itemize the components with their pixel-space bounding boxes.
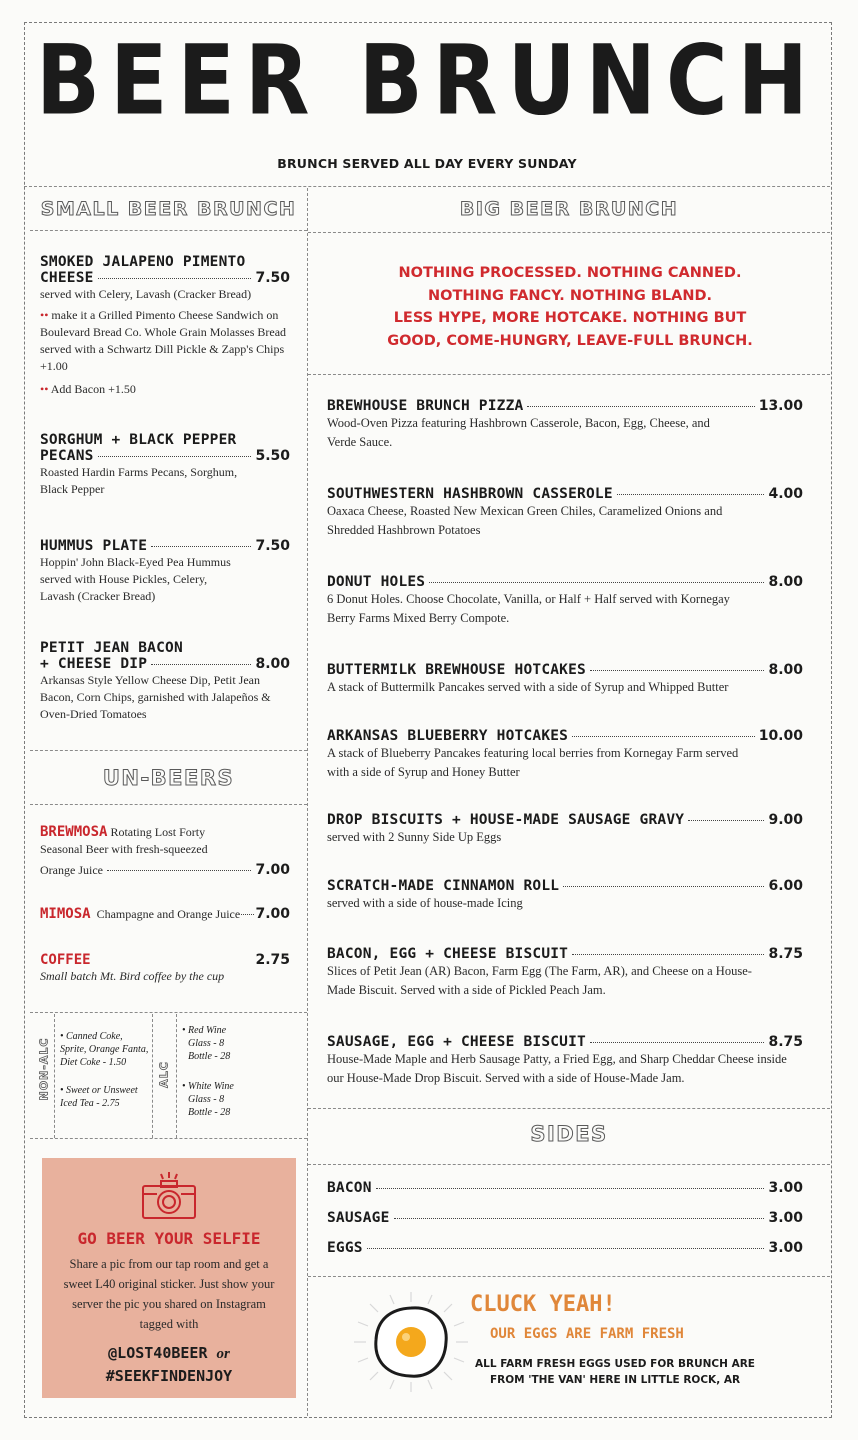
menu-item-casserole bbox=[327, 486, 803, 540]
drink-name: BREWMOSA bbox=[40, 824, 108, 840]
leader-dots bbox=[617, 494, 765, 495]
item-name: SMOKED JALAPENO PIMENTO bbox=[40, 254, 246, 270]
drink-description: Orange Juice bbox=[40, 863, 103, 877]
divider bbox=[308, 1108, 830, 1109]
item-name: SCRATCH-MADE CINNAMON ROLL bbox=[327, 878, 560, 894]
tagline-line: NOTHING PROCESSED. NOTHING CANNED. bbox=[398, 265, 742, 281]
wine-name: • Red Wine bbox=[182, 1025, 227, 1036]
addon-bacon bbox=[40, 381, 290, 398]
leader-dots bbox=[107, 870, 251, 871]
divider bbox=[54, 1014, 55, 1138]
leader-dots bbox=[151, 664, 251, 665]
menu-item-buttermilk-hotcakes bbox=[327, 662, 803, 697]
divider bbox=[308, 1164, 830, 1165]
item-price: 5.50 bbox=[255, 448, 290, 464]
menu-item-cheese-dip bbox=[40, 640, 290, 723]
red-wine bbox=[182, 1024, 272, 1063]
leader-dots bbox=[590, 670, 764, 671]
leader-dots bbox=[241, 914, 254, 915]
side-price: 3.00 bbox=[768, 1180, 803, 1196]
addon-marker: •• bbox=[40, 308, 49, 322]
item-price: 9.00 bbox=[768, 812, 803, 828]
item-price: 8.00 bbox=[768, 662, 803, 678]
eggs-subtitle: OUR EGGS ARE FARM FRESH bbox=[490, 1326, 684, 1342]
addon-marker: •• bbox=[40, 382, 49, 396]
selfie-body: Share a pic from our tap room and get a sweet L40 original sticker. Just show your server the pic you shared on Instagram tagged with bbox=[63, 1257, 275, 1331]
leader-dots bbox=[151, 546, 251, 547]
menu-item-pecans bbox=[40, 432, 290, 498]
drink-name: COFFEE bbox=[40, 952, 91, 968]
item-description: served with 2 Sunny Side Up Eggs bbox=[327, 830, 502, 844]
item-price: 7.50 bbox=[255, 270, 290, 286]
divider bbox=[30, 750, 307, 751]
side-name: SAUSAGE bbox=[327, 1210, 390, 1226]
sides-heading: SIDES bbox=[530, 1122, 608, 1146]
item-name: PETIT JEAN BACON bbox=[40, 640, 183, 656]
brunch-tagline bbox=[330, 262, 810, 352]
leader-dots bbox=[98, 278, 252, 279]
menu-item-pimento-cheese bbox=[40, 254, 290, 398]
item-price: 10.00 bbox=[758, 728, 803, 744]
item-name: SORGHUM + BLACK PEPPER bbox=[40, 432, 237, 448]
item-price: 8.00 bbox=[255, 656, 290, 672]
eggs-note bbox=[452, 1356, 778, 1388]
side-name: BACON bbox=[327, 1180, 372, 1196]
side-price: 3.00 bbox=[768, 1240, 803, 1256]
tagline-line: NOTHING FANCY. NOTHING BLAND. bbox=[427, 287, 713, 304]
leader-dots bbox=[429, 582, 764, 583]
item-description: Oaxaca Cheese, Roasted New Mexican Green Chiles, Caramelized Onions and Shredded Hashbrown Potatoes bbox=[327, 504, 723, 537]
side-price: 3.00 bbox=[768, 1210, 803, 1226]
item-name: BREWHOUSE BRUNCH PIZZA bbox=[327, 398, 524, 414]
item-price: 8.75 bbox=[768, 946, 803, 962]
divider bbox=[308, 1276, 830, 1277]
drink-mimosa bbox=[40, 906, 290, 923]
item-name: DONUT HOLES bbox=[327, 574, 426, 590]
item-description: A stack of Blueberry Pancakes featuring local berries from Kornegay Farm served with a side of Syrup and Honey Butter bbox=[327, 746, 739, 779]
non-alc-sodas: • Canned Coke, Sprite, Orange Fanta, Diet Coke - 1.50 bbox=[60, 1031, 149, 1068]
item-price: 8.75 bbox=[768, 1034, 803, 1050]
divider bbox=[152, 1014, 153, 1138]
menu-item-blueberry-hotcakes bbox=[327, 728, 803, 782]
item-name: BUTTERMILK BREWHOUSE HOTCAKES bbox=[327, 662, 586, 678]
divider bbox=[30, 1012, 307, 1013]
wine-bottle-price: Bottle - 28 bbox=[188, 1051, 231, 1062]
leader-dots bbox=[572, 736, 755, 737]
wine-name: • White Wine bbox=[182, 1081, 234, 1092]
leader-dots bbox=[98, 456, 252, 457]
drink-description: Rotating Lost Forty bbox=[110, 825, 206, 839]
divider bbox=[308, 374, 830, 375]
drink-price: 7.00 bbox=[255, 862, 290, 878]
or-text: or bbox=[216, 1346, 230, 1362]
divider bbox=[24, 186, 830, 187]
leader-dots bbox=[367, 1248, 765, 1249]
menu-item-donut-holes bbox=[327, 574, 803, 628]
item-price: 7.50 bbox=[255, 538, 290, 554]
item-name: DROP BISCUITS + HOUSE-MADE SAUSAGE GRAVY bbox=[327, 812, 685, 828]
item-name: CHEESE bbox=[40, 270, 94, 286]
white-wine bbox=[182, 1080, 272, 1119]
addon-sandwich bbox=[40, 307, 290, 375]
item-description: Hoppin' John Black-Eyed Pea Hummus served with House Pickles, Celery, Lavash (Cracker Bread) bbox=[40, 555, 231, 603]
divider bbox=[308, 232, 830, 233]
big-brunch-heading: BIG BEER BRUNCH bbox=[459, 198, 679, 220]
selfie-handle bbox=[42, 1344, 296, 1363]
selfie-hashtag: #SEEKFINDENJOY bbox=[105, 1367, 233, 1385]
drink-description: Champagne and Orange Juice bbox=[96, 907, 241, 921]
small-brunch-heading: SMALL BEER BRUNCH bbox=[40, 198, 297, 220]
item-name: SOUTHWESTERN HASHBROWN CASSEROLE bbox=[327, 486, 613, 502]
item-description: Arkansas Style Yellow Cheese Dip, Petit Jean Bacon, Corn Chips, garnished with Jalapeños & Oven-Dried Tomatoes bbox=[40, 673, 271, 721]
alc-label: ALC bbox=[157, 1061, 171, 1088]
menu-item-pizza bbox=[327, 398, 803, 452]
unbeers-heading: UN-BEERS bbox=[102, 766, 235, 790]
item-description: 6 Donut Holes. Choose Chocolate, Vanilla, or Half + Half served with Kornegay Berry Farms Mixed Berry Compote. bbox=[327, 592, 730, 625]
side-name: EGGS bbox=[327, 1240, 363, 1256]
page-title: BEER BRUNCH bbox=[36, 23, 818, 137]
item-description: served with Celery, Lavash (Cracker Bread) bbox=[40, 287, 252, 301]
divider bbox=[30, 804, 307, 805]
addon-text: make it a Grilled Pimento Cheese Sandwich on Boulevard Bread Co. Whole Grain Molasses Bread served with a Schwartz Dill Pickle & Zapp's Chips +1.00 bbox=[40, 308, 287, 373]
item-name: HUMMUS PLATE bbox=[40, 538, 148, 554]
item-description: Slices of Petit Jean (AR) Bacon, Farm Egg (The Farm, AR), and Cheese on a House-Made Biscuit. Served with a side of Pickled Peach Jam. bbox=[327, 964, 752, 997]
menu-item-cinnamon-roll bbox=[327, 878, 803, 913]
side-eggs bbox=[327, 1240, 803, 1256]
divider bbox=[30, 1138, 307, 1139]
drink-price: 7.00 bbox=[255, 906, 290, 922]
item-price: 8.00 bbox=[768, 574, 803, 590]
item-description: Wood-Oven Pizza featuring Hashbrown Casserole, Bacon, Egg, Cheese, and Verde Sauce. bbox=[327, 416, 710, 449]
page-subtitle: BRUNCH SERVED ALL DAY EVERY SUNDAY bbox=[277, 156, 577, 171]
menu-item-hummus bbox=[40, 538, 290, 605]
addon-text: Add Bacon +1.50 bbox=[50, 382, 136, 396]
leader-dots bbox=[563, 886, 764, 887]
leader-dots bbox=[572, 954, 764, 955]
instagram-handle: @LOST40BEER bbox=[108, 1344, 208, 1362]
non-alc-label: NON-ALC bbox=[37, 1037, 51, 1101]
tagline-line: GOOD, COME-HUNGRY, LEAVE-FULL BRUNCH. bbox=[387, 332, 753, 349]
leader-dots bbox=[394, 1218, 765, 1219]
drink-brewmosa bbox=[40, 824, 290, 879]
item-description: served with a side of house-made Icing bbox=[327, 896, 523, 910]
drink-description: Seasonal Beer with fresh-squeezed bbox=[40, 842, 208, 856]
drink-name: MIMOSA bbox=[40, 906, 91, 922]
item-name: PECANS bbox=[40, 448, 94, 464]
item-price: 13.00 bbox=[758, 398, 803, 414]
menu-item-bacon-biscuit bbox=[327, 946, 803, 1000]
item-price: 4.00 bbox=[768, 486, 803, 502]
tagline-line: LESS HYPE, MORE HOTCAKE. NOTHING BUT bbox=[393, 310, 747, 326]
leader-dots bbox=[376, 1188, 765, 1189]
menu-item-sausage-biscuit bbox=[327, 1034, 803, 1088]
column-divider bbox=[307, 188, 308, 1416]
selfie-title: GO BEER YOUR SELFIE bbox=[77, 1229, 261, 1248]
divider bbox=[176, 1014, 177, 1138]
item-price: 6.00 bbox=[768, 878, 803, 894]
drink-description: Small batch Mt. Bird coffee by the cup bbox=[40, 969, 225, 983]
item-description: House-Made Maple and Herb Sausage Patty, a Fried Egg, and Sharp Cheddar Cheese inside our House-Made Drop Biscuit. Served with a side of House-Made Jam. bbox=[327, 1052, 787, 1085]
item-description: Roasted Hardin Farms Pecans, Sorghum, Black Pepper bbox=[40, 465, 238, 496]
drink-price: 2.75 bbox=[255, 952, 290, 968]
selfie-promo-box bbox=[42, 1158, 296, 1398]
item-description: A stack of Buttermilk Pancakes served with a side of Syrup and Whipped Butter bbox=[327, 680, 729, 694]
eggs-note-line: ALL FARM FRESH EGGS USED FOR BRUNCH ARE bbox=[475, 1358, 755, 1370]
menu-item-biscuits-gravy bbox=[327, 812, 803, 847]
item-name: SAUSAGE, EGG + CHEESE BISCUIT bbox=[327, 1034, 586, 1050]
eggs-note-line: FROM 'THE VAN' HERE IN LITTLE ROCK, AR bbox=[489, 1374, 741, 1386]
wine-glass-price: Glass - 8 bbox=[188, 1094, 225, 1105]
leader-dots bbox=[688, 820, 764, 821]
side-sausage bbox=[327, 1210, 803, 1226]
wine-glass-price: Glass - 8 bbox=[188, 1038, 225, 1049]
divider bbox=[30, 230, 307, 231]
spacer bbox=[95, 960, 252, 961]
leader-dots bbox=[590, 1042, 764, 1043]
drink-coffee bbox=[40, 952, 290, 985]
eggs-title: CLUCK YEAH! bbox=[470, 1292, 616, 1317]
side-bacon bbox=[327, 1180, 803, 1196]
item-name: ARKANSAS BLUEBERRY HOTCAKES bbox=[327, 728, 569, 744]
item-name: BACON, EGG + CHEESE BISCUIT bbox=[327, 946, 569, 962]
non-alc-tea: • Sweet or Unsweet Iced Tea - 2.75 bbox=[60, 1085, 138, 1109]
leader-dots bbox=[527, 406, 754, 407]
wine-bottle-price: Bottle - 28 bbox=[188, 1107, 231, 1118]
item-name: + CHEESE DIP bbox=[40, 656, 148, 672]
camera-icon bbox=[139, 1170, 199, 1222]
